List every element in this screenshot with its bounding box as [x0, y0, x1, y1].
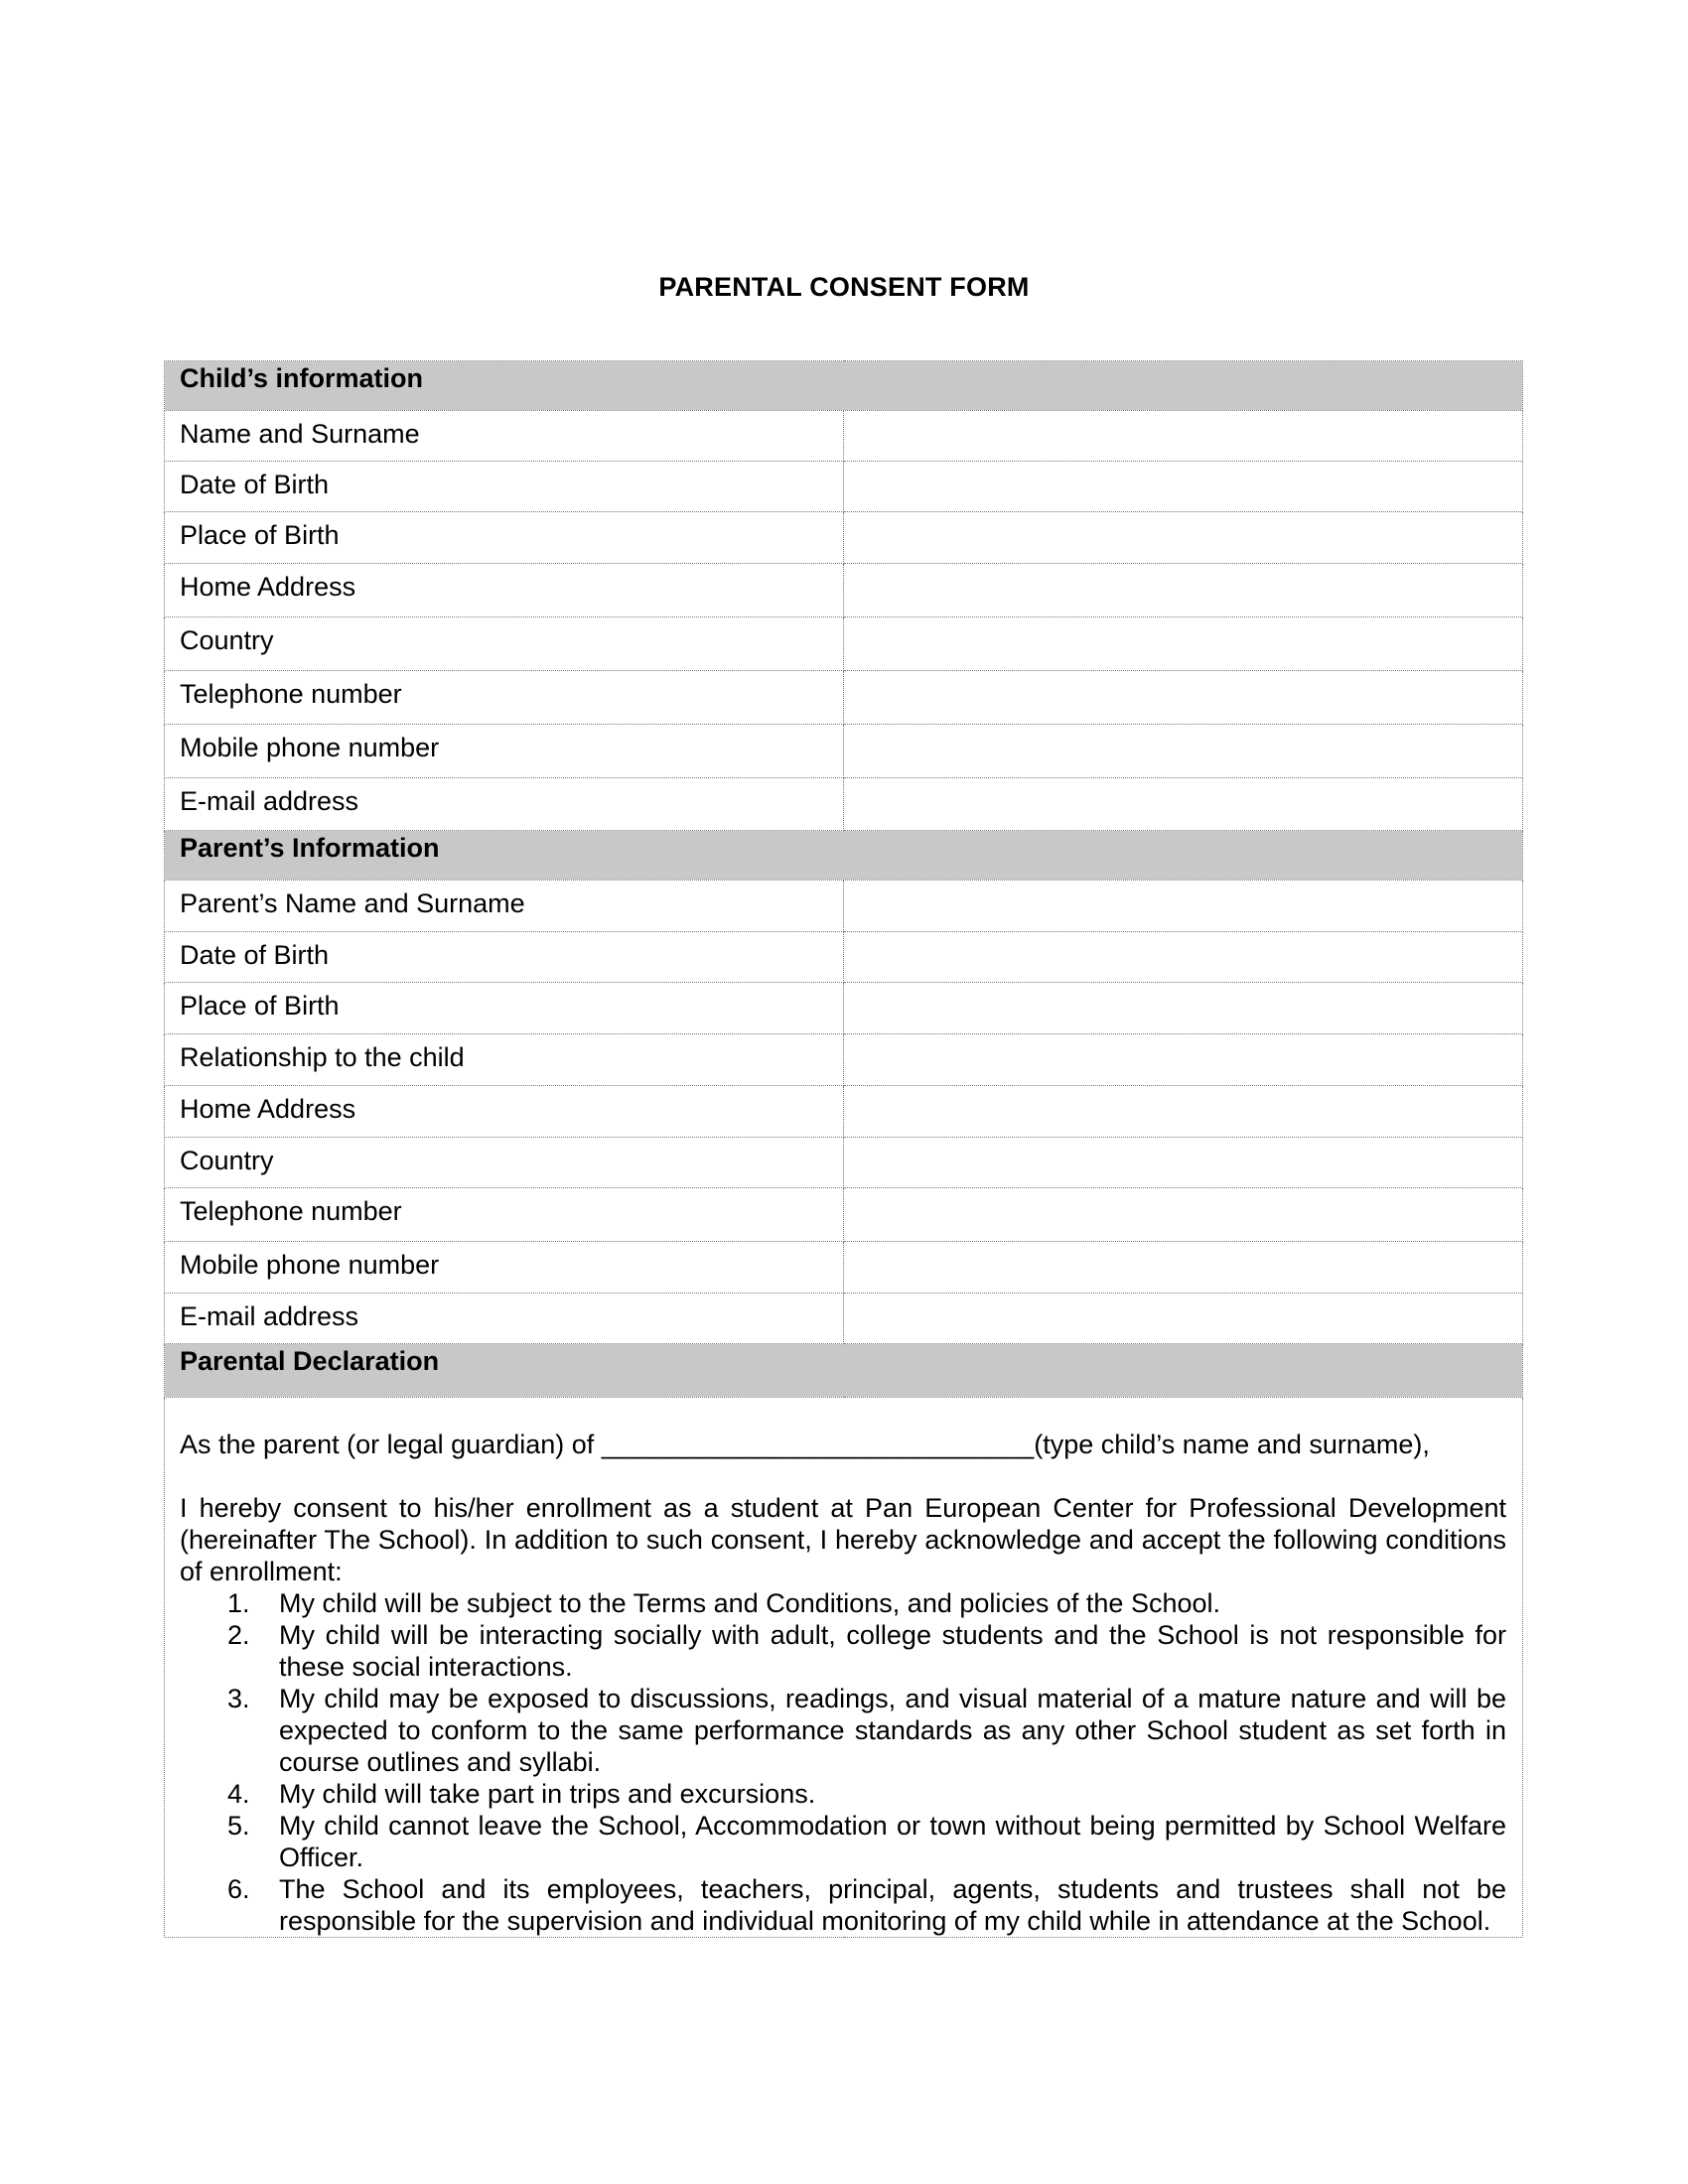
form-row: [165, 1086, 1523, 1138]
form-row: [165, 512, 1523, 564]
list-item: [180, 1683, 1506, 1778]
form-row: [165, 1242, 1523, 1294]
relationship-field[interactable]: [844, 1034, 1523, 1086]
parent-telephone-field[interactable]: [844, 1188, 1523, 1242]
parent-address-field[interactable]: [844, 1086, 1523, 1138]
list-number: 6.: [227, 1874, 250, 1904]
form-title: PARENTAL CONSENT FORM: [658, 272, 1030, 302]
form-row: [165, 983, 1523, 1034]
child-address-field[interactable]: [844, 564, 1523, 617]
declaration-row: [165, 1398, 1523, 1938]
condition-text: My child will take part in trips and excursions.: [279, 1779, 816, 1809]
condition-text: My child may be exposed to discussions, readings, and visual material of a mature nature and will be expected to conform to the same performance standards as any other School student as set forth in course outlines and syllabi.: [279, 1684, 1506, 1777]
field-label: Relationship to the child: [165, 1034, 844, 1086]
list-number: 3.: [227, 1684, 250, 1713]
field-label: Home Address: [165, 564, 844, 617]
field-label: Name and Surname: [165, 411, 844, 462]
form-row: [165, 725, 1523, 778]
form-row: [165, 564, 1523, 617]
parent-birthplace-field[interactable]: [844, 983, 1523, 1034]
field-label: Country: [165, 1138, 844, 1188]
form-row: [165, 617, 1523, 671]
conditions-list: [180, 1587, 1506, 1937]
declaration-section-header: [165, 1344, 1523, 1398]
form-row: [165, 411, 1523, 462]
form-row: [165, 671, 1523, 725]
declaration-cell: [165, 1398, 1523, 1938]
field-label: Mobile phone number: [165, 1242, 844, 1294]
field-label: Telephone number: [165, 1188, 844, 1242]
parent-email-field[interactable]: [844, 1294, 1523, 1344]
field-label: E-mail address: [165, 778, 844, 831]
form-row: [165, 1034, 1523, 1086]
form-row: [165, 881, 1523, 932]
list-item: [180, 1587, 1506, 1619]
list-number: 2.: [227, 1620, 250, 1650]
form-row: [165, 778, 1523, 831]
child-name-field[interactable]: [844, 411, 1523, 462]
field-label: Place of Birth: [165, 512, 844, 564]
list-number: 1.: [227, 1588, 250, 1618]
condition-text: The School and its employees, teachers, principal, agents, students and trustees shall not be responsible for the supervision and individual monitoring of my child while in attendance at the School.: [279, 1874, 1506, 1936]
condition-text: My child cannot leave the School, Accommodation or town without being permitted by School Welfare Officer.: [279, 1811, 1506, 1872]
field-label: Mobile phone number: [165, 725, 844, 778]
consent-form-table: [164, 360, 1523, 1938]
field-label: Parent’s Name and Surname: [165, 881, 844, 932]
declaration-body: [165, 1398, 1522, 1937]
condition-text: My child will be interacting socially with adult, college students and the School is not responsible for these social interactions.: [279, 1620, 1506, 1682]
child-country-field[interactable]: [844, 617, 1523, 671]
form-row: [165, 932, 1523, 983]
list-number: 5.: [227, 1811, 250, 1841]
list-item: [180, 1810, 1506, 1873]
child-telephone-field[interactable]: [844, 671, 1523, 725]
parent-name-field[interactable]: [844, 881, 1523, 932]
field-label: Country: [165, 617, 844, 671]
parent-mobile-field[interactable]: [844, 1242, 1523, 1294]
parent-section-heading: Parent’s Information: [165, 831, 1523, 881]
child-dob-field[interactable]: [844, 462, 1523, 512]
declaration-heading: Parental Declaration: [165, 1344, 1523, 1398]
condition-text: My child will be subject to the Terms and Conditions, and policies of the School.: [279, 1588, 1221, 1618]
child-email-field[interactable]: [844, 778, 1523, 831]
field-label: Home Address: [165, 1086, 844, 1138]
field-label: Place of Birth: [165, 983, 844, 1034]
field-label: Date of Birth: [165, 932, 844, 983]
child-birthplace-field[interactable]: [844, 512, 1523, 564]
form-row: [165, 1294, 1523, 1344]
parent-country-field[interactable]: [844, 1138, 1523, 1188]
list-item: [180, 1619, 1506, 1683]
field-label: Date of Birth: [165, 462, 844, 512]
form-row: [165, 1138, 1523, 1188]
list-item: [180, 1873, 1506, 1937]
form-row: [165, 1188, 1523, 1242]
guardian-line: As the parent (or legal guardian) of _____________________________(type child’s name and surname),: [180, 1430, 1430, 1459]
child-mobile-field[interactable]: [844, 725, 1523, 778]
parent-section-header: [165, 831, 1523, 881]
list-item: [180, 1778, 1506, 1810]
parent-dob-field[interactable]: [844, 932, 1523, 983]
field-label: E-mail address: [165, 1294, 844, 1344]
child-section-header: [165, 361, 1523, 411]
form-row: [165, 462, 1523, 512]
field-label: Telephone number: [165, 671, 844, 725]
consent-paragraph: I hereby consent to his/her enrollment as a student at Pan European Center for Professional Development (hereinafter The School). In addition to such consent, I hereby acknowledge and accept the following conditions of enrollment:: [180, 1493, 1506, 1586]
child-section-heading: Child’s information: [165, 361, 1523, 411]
list-number: 4.: [227, 1779, 250, 1809]
